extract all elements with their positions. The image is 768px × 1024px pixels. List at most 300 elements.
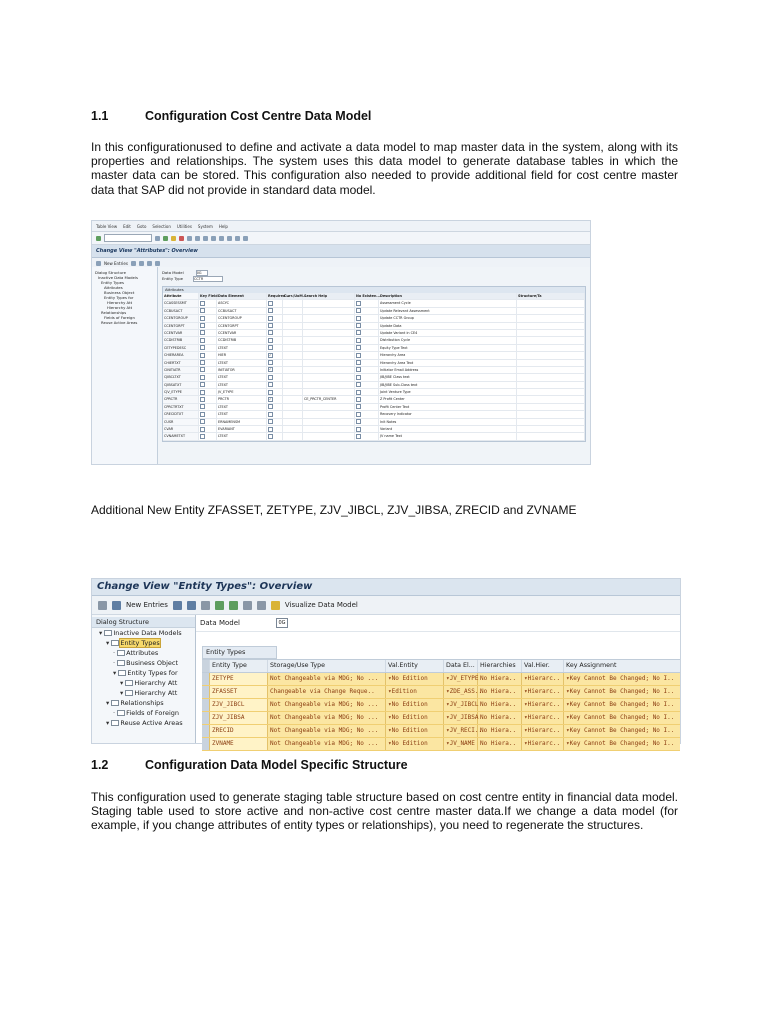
key-field-cell: [199, 419, 217, 425]
data-element-cell: ▾JV_ETYPE: [444, 673, 478, 685]
hierarchies-cell: No Hiera..: [478, 673, 522, 685]
description-cell: Distribution Cycle: [379, 337, 517, 343]
data-element-cell: LTEXT: [217, 433, 267, 439]
row-selector: [202, 725, 210, 737]
currency-cell: [283, 315, 303, 321]
search-help-cell: [303, 345, 355, 351]
val-entity-cell: ▾Edition: [386, 686, 444, 698]
required-cell: [267, 411, 283, 417]
checkbox: [268, 390, 273, 395]
entity-types-table: [202, 659, 680, 751]
copy-icon: [173, 601, 182, 610]
tree-item: [92, 658, 195, 668]
column-header: Hierarchies: [478, 660, 522, 672]
required-cell: [267, 382, 283, 388]
data-element-cell: ERNAMENSM: [217, 419, 267, 425]
table-row: [202, 738, 680, 751]
data-element-cell: LTEXT: [217, 404, 267, 410]
no-existence-cell: [355, 382, 379, 388]
key-field-cell: [199, 308, 217, 314]
structure-cell: [517, 345, 585, 351]
attribute-cell: CCASSESSMT: [163, 300, 199, 306]
tree-label: Relationships: [120, 699, 164, 707]
currency-cell: [283, 411, 303, 417]
checkbox: [356, 412, 361, 417]
search-help-cell: [303, 382, 355, 388]
table-row: [163, 308, 585, 315]
new-entries-icon: [112, 601, 121, 610]
structure-cell: [517, 330, 585, 336]
currency-cell: [283, 323, 303, 329]
attribute-cell: CCENTGRPT: [163, 323, 199, 329]
checkbox: [356, 382, 361, 387]
currency-cell: [283, 367, 303, 373]
tree-item: [92, 698, 195, 708]
expand-icon: ▾: [99, 629, 105, 637]
last-page-icon: [235, 236, 240, 241]
key-field-cell: [199, 396, 217, 402]
table-row: [202, 673, 680, 686]
attributes-table: [162, 286, 586, 442]
key-field-cell: [199, 374, 217, 380]
expand-icon: ▾: [106, 639, 112, 647]
description-cell: Update Relevant Assessment: [379, 308, 517, 314]
key-field-cell: [199, 345, 217, 351]
column-header: Structure/Ta: [517, 293, 585, 299]
cancel-icon: [179, 236, 184, 241]
val-hier-cell: ▾Hierarc..: [522, 699, 564, 711]
menu-item: System: [197, 223, 213, 229]
currency-cell: [283, 419, 303, 425]
description-cell: Update Data: [379, 323, 517, 329]
menu-item: Edit: [123, 223, 131, 229]
column-header: Required...: [268, 294, 290, 298]
storage-type-cell: Not Changeable via MDG; No ...: [268, 712, 386, 724]
required-cell: [267, 389, 283, 395]
checkbox: [268, 427, 273, 432]
expand-icon: ·: [113, 709, 118, 717]
menu-bar: [92, 221, 590, 232]
data-element-cell: LTEXT: [217, 382, 267, 388]
data-element-cell: PRCTR: [217, 396, 267, 402]
currency-cell: [283, 426, 303, 432]
no-existence-cell: [355, 433, 379, 439]
section-heading-1-2: [91, 758, 408, 772]
description-cell: Assessment Cycle: [379, 300, 517, 306]
structure-cell: [517, 411, 585, 417]
print-icon: [187, 236, 192, 241]
currency-cell: [283, 389, 303, 395]
table-row: [202, 725, 680, 738]
structure-cell: [517, 382, 585, 388]
attribute-cell: CCBUSACT: [163, 308, 199, 314]
key-field-cell: [199, 367, 217, 373]
structure-cell: [517, 315, 585, 321]
data-element-cell: LTEXT: [217, 374, 267, 380]
column-header: Data El...: [444, 660, 478, 672]
no-existence-cell: [355, 404, 379, 410]
data-element-cell: ▾ZDE_ASS..: [444, 686, 478, 698]
tree-item: [92, 708, 195, 718]
data-element-cell: ▾JV_RECI..: [444, 725, 478, 737]
description-cell: Init Notes: [379, 419, 517, 425]
data-element-cell: LTEXT: [217, 360, 267, 366]
table-header: [163, 293, 585, 300]
deselect-icon: [243, 601, 252, 610]
delete-icon: [139, 261, 144, 266]
tree-item: [92, 668, 195, 678]
expand-icon: ▾: [106, 699, 112, 707]
checkbox: [356, 390, 361, 395]
required-cell: [267, 360, 283, 366]
tree-header: Dialog Structure: [92, 617, 195, 628]
table-row: [163, 323, 585, 330]
menu-item: Utilities: [176, 223, 192, 229]
tree-item: Relationships: [101, 310, 127, 315]
hierarchies-cell: No Hiera..: [478, 712, 522, 724]
key-field-cell: [199, 330, 217, 336]
row-selector-header: [202, 660, 210, 672]
data-element-cell: CCBUSACT: [217, 308, 267, 314]
checkbox: [200, 338, 205, 343]
val-hier-cell: ▾Hierarc..: [522, 686, 564, 698]
find-next-icon: [203, 236, 208, 241]
required-cell: [267, 308, 283, 314]
no-existence-cell: [355, 419, 379, 425]
search-help-cell: [303, 367, 355, 373]
checkbox: [268, 360, 273, 365]
menu-item: Table View: [96, 223, 118, 229]
no-existence-cell: [355, 374, 379, 380]
description-cell: Equity Type Text: [379, 345, 517, 351]
section-title: Configuration Data Model Specific Structure: [145, 758, 408, 772]
structure-cell: [517, 367, 585, 373]
folder-icon: [111, 640, 119, 646]
first-page-icon: [211, 236, 216, 241]
enter-icon: [96, 236, 101, 241]
attribute-cell: CPRCTRTXT: [163, 404, 199, 410]
val-entity-cell: ▾No Edition: [386, 738, 444, 750]
structure-cell: [517, 352, 585, 358]
checkbox: [268, 323, 273, 328]
column-header: Val.Hier.: [522, 660, 564, 672]
description-cell: Hierarchy Area Text: [379, 360, 517, 366]
table-caption: Attributes: [163, 287, 585, 293]
tree-label: Inactive Data Models: [113, 629, 182, 637]
required-cell: [267, 404, 283, 410]
structure-cell: [517, 323, 585, 329]
select-all-icon: [147, 261, 152, 266]
val-hier-cell: ▾Hierarc..: [522, 673, 564, 685]
attribute-cell: CINITIATR: [163, 367, 199, 373]
column-header: Key Assignment: [566, 662, 617, 669]
next-page-icon: [227, 236, 232, 241]
table-row: [163, 426, 585, 433]
column-header: Description: [379, 293, 517, 299]
attribute-cell: CRECIDTXT: [163, 411, 199, 417]
structure-cell: [517, 389, 585, 395]
help-icon: [243, 236, 248, 241]
data-element-cell: LTEXT: [217, 411, 267, 417]
screen-title: Change View "Attributes": Overview: [92, 245, 590, 258]
checkbox: [356, 419, 361, 424]
expand-icon: ▾: [120, 689, 126, 697]
required-cell: [267, 337, 283, 343]
row-selector: [202, 738, 210, 750]
table-row: [163, 345, 585, 352]
data-element-cell: LTEXT: [217, 345, 267, 351]
table-row: [163, 360, 585, 367]
tree-item: Reuse Active Areas: [101, 320, 138, 325]
data-element-cell: CCDISTRIB: [217, 337, 267, 343]
val-entity-cell: ▾No Edition: [386, 699, 444, 711]
structure-cell: [517, 360, 585, 366]
table-row: [163, 411, 585, 418]
checkbox: [356, 360, 361, 365]
structure-cell: [517, 404, 585, 410]
data-element-cell: ASCYC: [217, 300, 267, 306]
tree-label: Entity Types for: [127, 669, 178, 677]
tree-item: Attributes: [104, 285, 123, 290]
search-help-cell: [303, 426, 355, 432]
currency-cell: [283, 337, 303, 343]
tree-item: Entity Types for: [104, 295, 134, 300]
hierarchies-cell: No Hiera..: [478, 738, 522, 750]
key-field-cell: [199, 426, 217, 432]
tree-item: Hierarchy Att: [107, 300, 133, 305]
data-element-cell: EVARIANT: [217, 426, 267, 432]
info-icon: [271, 601, 280, 610]
no-existence-cell: [355, 352, 379, 358]
select-block-icon: [229, 601, 238, 610]
structure-cell: [517, 396, 585, 402]
attribute-cell: CJV_ETYPE: [163, 389, 199, 395]
key-field-cell: [199, 352, 217, 358]
required-cell: [267, 315, 283, 321]
description-cell: Recovery Indicator: [379, 411, 517, 417]
checkbox: [200, 345, 205, 350]
val-hier-cell: ▾Hierarc..: [522, 712, 564, 724]
structure-cell: [517, 419, 585, 425]
no-existence-cell: [355, 337, 379, 343]
currency-cell: [283, 396, 303, 402]
search-help-cell: [303, 404, 355, 410]
structure-cell: [517, 426, 585, 432]
table-row: [202, 686, 680, 699]
tree-item: Dialog Structure: [95, 270, 126, 275]
checkbox: [356, 301, 361, 306]
checkbox: [356, 404, 361, 409]
search-help-cell: [303, 433, 355, 439]
tree-item: [92, 678, 195, 688]
description-cell: Z Profit Center: [379, 396, 517, 402]
checkbox: [200, 301, 205, 306]
back-icon: [163, 236, 168, 241]
key-assignment-cell: ▾Key Cannot Be Changed; No I..: [566, 727, 675, 734]
attribute-cell: CETYPEDESC: [163, 345, 199, 351]
select-all-icon: [215, 601, 224, 610]
key-field-cell: [199, 389, 217, 395]
search-help-cell: [303, 352, 355, 358]
folder-icon: [117, 660, 125, 666]
section-number: 1.2: [91, 758, 109, 772]
attribute-cell: CHIERTXT: [163, 360, 199, 366]
checkbox: [200, 427, 205, 432]
tree-label: Hierarchy Att: [134, 679, 178, 687]
entity-type-cell: ZJV_JIBCL: [210, 699, 268, 711]
expand-icon: ·: [113, 659, 118, 667]
checkbox: [356, 367, 361, 372]
table-row: [163, 404, 585, 411]
currency-cell: [283, 382, 303, 388]
no-existence-cell: [355, 345, 379, 351]
expand-icon: ·: [113, 649, 118, 657]
data-element-cell: ▾JV_JIBCL: [444, 699, 478, 711]
tree-item: [92, 718, 195, 728]
table-row: [202, 712, 680, 725]
attribute-cell: CPRCTR: [163, 396, 199, 402]
folder-icon: [111, 720, 119, 726]
currency-cell: [283, 404, 303, 410]
tree-label: Attributes: [126, 649, 159, 657]
search-help-cell: [303, 389, 355, 395]
section-heading-1-1: [91, 109, 371, 123]
description-cell: JV name Text: [379, 433, 517, 439]
checkbox: [268, 434, 273, 439]
standard-toolbar: [92, 232, 590, 245]
table-caption: Entity Types: [202, 646, 277, 659]
structure-cell: [517, 374, 585, 380]
find-icon: [195, 236, 200, 241]
currency-cell: [283, 330, 303, 336]
checkbox: [356, 316, 361, 321]
expand-icon: ▾: [113, 669, 119, 677]
data-element-cell: CCENTVAR: [217, 330, 267, 336]
attribute-cell: CCDISTRIB: [163, 337, 199, 343]
checkbox: [200, 390, 205, 395]
currency-cell: [283, 352, 303, 358]
checkbox: [200, 323, 205, 328]
undo-icon: [201, 601, 210, 610]
tree-item: Hierarchy Att: [107, 305, 133, 310]
storage-type-cell: Not Changeable via MDG; No ...: [268, 725, 386, 737]
entity-type-cell: ZETYPE: [210, 673, 268, 685]
table-row: [163, 396, 585, 403]
val-hier-cell: ▾Hierarc..: [522, 725, 564, 737]
row-selector: [202, 699, 210, 711]
currency-cell: [283, 360, 303, 366]
table-row: [163, 352, 585, 359]
field-label: Data Model: [162, 270, 184, 275]
display-change-icon: [98, 601, 107, 610]
key-field-cell: [199, 300, 217, 306]
folder-icon: [117, 710, 125, 716]
tree-item: Entity Types: [101, 280, 124, 285]
tree-label: Fields of Foreign: [126, 709, 179, 717]
attributes-overview-screenshot: [91, 220, 591, 465]
hierarchies-cell: No Hiera..: [478, 699, 522, 711]
attribute-cell: CJIBSATXT: [163, 382, 199, 388]
description-cell: Profit Center Text: [379, 404, 517, 410]
attribute-cell: CJIBCLTXT: [163, 374, 199, 380]
data-element-cell: CCENTGROUP: [217, 315, 267, 321]
new-entries-label: New Entries: [126, 601, 168, 609]
no-existence-cell: [355, 367, 379, 373]
entity-type-field: [162, 276, 586, 282]
menu-item: Goto: [136, 223, 147, 229]
row-selector: [202, 712, 210, 724]
tree-item: [92, 638, 195, 648]
checkbox: [268, 345, 273, 350]
tree-item: Business Object: [104, 290, 135, 295]
tree-item: [92, 688, 195, 698]
currency-cell: [283, 300, 303, 306]
column-header: Val.Entity: [386, 660, 444, 672]
required-cell: [267, 419, 283, 425]
no-existence-cell: [355, 411, 379, 417]
folder-icon: [125, 690, 133, 696]
data-element-cell: ▾JV_JIBSA: [444, 712, 478, 724]
checkbox: [200, 434, 205, 439]
entity-type-cell: ZRECID: [210, 725, 268, 737]
checkbox: [268, 375, 273, 380]
entity-type-cell: ZVNAME: [210, 738, 268, 750]
table-row: [163, 330, 585, 337]
key-assignment-cell: ▾Key Cannot Be Changed; No I..: [566, 740, 675, 747]
currency-cell: [283, 345, 303, 351]
tree-label: Reuse Active Areas: [120, 719, 183, 727]
entity-sentence: Additional New Entity ZFASSET, ZETYPE, ZJV_JIBCL, ZJV_JIBSA, ZRECID and ZVNAME: [91, 503, 577, 517]
val-entity-cell: ▾No Edition: [386, 712, 444, 724]
storage-type-cell: Not Changeable via MDG; No ...: [268, 673, 386, 685]
key-field-cell: [199, 382, 217, 388]
key-assignment-cell: ▾Key Cannot Be Changed; No I..: [566, 714, 675, 721]
no-existence-cell: [355, 396, 379, 402]
data-element-cell: ▾JV_NAME: [444, 738, 478, 750]
column-header: Curr./UoM...: [284, 294, 307, 298]
folder-icon: [104, 630, 112, 636]
required-cell: [267, 396, 283, 402]
column-header: No Existen...: [356, 294, 381, 298]
key-assignment-cell: ▾Key Cannot Be Changed; No I..: [566, 675, 675, 682]
description-cell: Joint Venture Type: [379, 389, 517, 395]
search-help-cell: [303, 360, 355, 366]
search-help-cell: [303, 411, 355, 417]
table-row: [163, 337, 585, 344]
folder-icon: [111, 700, 119, 706]
attribute-cell: CVNAMETXT: [163, 433, 199, 439]
description-cell: JIB/JIBE Sub-Class text: [379, 382, 517, 388]
search-help-cell: [303, 337, 355, 343]
checkbox: [268, 382, 273, 387]
column-header: Entity Type: [210, 660, 268, 672]
description-cell: Initiator Email Address: [379, 367, 517, 373]
key-field-cell: [199, 337, 217, 343]
field-value: 0G: [276, 618, 288, 628]
required-cell: [267, 330, 283, 336]
checkbox: [356, 323, 361, 328]
no-existence-cell: [355, 308, 379, 314]
section-title: Configuration Cost Centre Data Model: [145, 109, 372, 123]
section-number: 1.1: [91, 109, 109, 123]
attribute-cell: CCENTGROUP: [163, 315, 199, 321]
search-help-cell: [303, 323, 355, 329]
hierarchies-cell: No Hiera..: [478, 686, 522, 698]
search-help-cell: [303, 315, 355, 321]
column-header: Storage/Use Type: [268, 660, 386, 672]
entity-types-overview-screenshot: [91, 578, 681, 747]
checkbox: [268, 404, 273, 409]
